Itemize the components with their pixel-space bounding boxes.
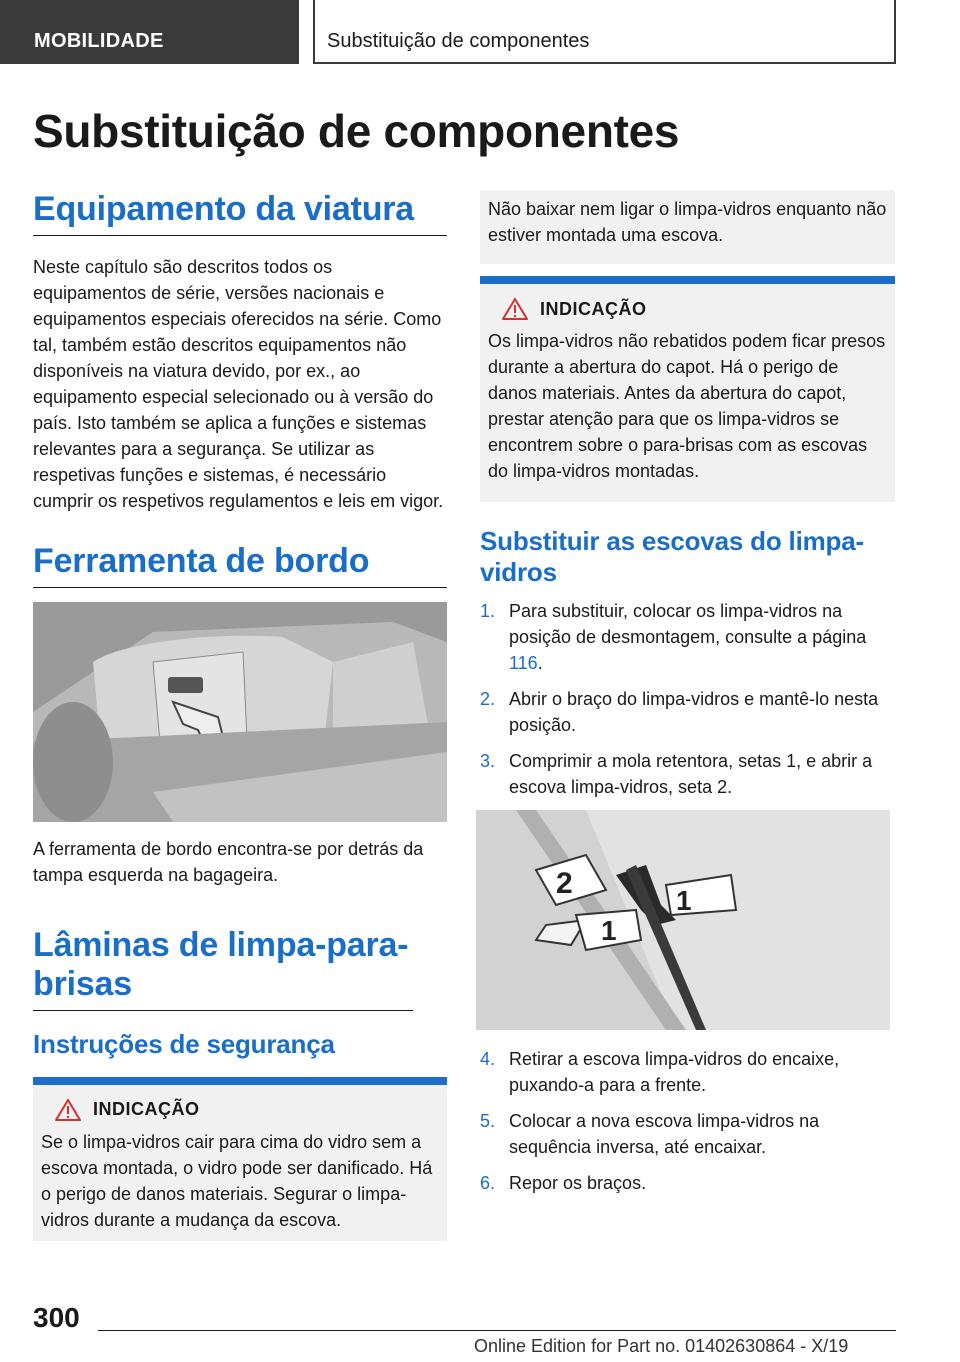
notice-box-left bbox=[33, 1077, 447, 1241]
notice-continuation bbox=[480, 190, 895, 264]
heading-equipamento: Equipamento da viatura bbox=[33, 190, 447, 236]
list-item: 1. Para substituir, colocar os limpa-vidros na posição de desmontagem, consulte a página 116. bbox=[480, 601, 867, 674]
continued-text: Não baixar nem ligar o limpa-vidros enquanto não estiver montada uma escova. bbox=[488, 199, 887, 245]
notice-text: Se o limpa-vidros cair para cima do vidro sem a escova montada, o vidro pode ser danificado. Há o perigo de danos materiais. Segurar o limpa-vidros durante a mudança da escova. bbox=[41, 1131, 433, 1230]
notice-bar bbox=[33, 1077, 447, 1085]
left-column bbox=[33, 190, 447, 1241]
notice-text: Os limpa-vidros não rebatidos podem ficar presos durante a abertura do capot. Há o perigo de danos materiais. Antes da abertura do capot, prestar atenção para que os limpa-vidros se encontrem sobre o para-brisas com as escovas do limpa-vidros montadas. bbox=[488, 331, 886, 481]
heading-laminas: Lâminas de limpa-para-brisas bbox=[33, 926, 413, 1011]
warning-icon bbox=[55, 1099, 81, 1121]
section-header: Substituição de componentes bbox=[313, 0, 896, 64]
heading-instrucoes: Instruções de segurança bbox=[33, 1029, 335, 1060]
notice-box-right bbox=[480, 276, 895, 502]
warning-icon bbox=[502, 298, 528, 320]
notice-title: INDICAÇÃO bbox=[93, 1099, 200, 1120]
label-2: 2 bbox=[556, 867, 573, 901]
trunk-photo bbox=[33, 602, 447, 822]
heading-substituir: Substituir as escovas do limpa-vidros bbox=[480, 526, 864, 588]
list-item: 2. Abrir o braço do limpa-vidros e mantê-lo nesta posição. bbox=[480, 689, 879, 736]
wiper-photo bbox=[476, 810, 890, 1030]
list-item: 6. Repor os braços. bbox=[480, 1173, 647, 1194]
footer-divider bbox=[98, 1330, 896, 1331]
notice-bar bbox=[480, 276, 895, 284]
list-item: 4. Retirar a escova limpa-vidros do encaixe, puxando-a para a frente. bbox=[480, 1049, 840, 1096]
list-item: 5. Colocar a nova escova limpa-vidros na sequência inversa, até encaixar. bbox=[480, 1111, 820, 1158]
steps-list-b bbox=[480, 1046, 895, 1196]
heading-ferramenta: Ferramenta de bordo bbox=[33, 542, 447, 588]
label-1a: 1 bbox=[676, 885, 692, 917]
notice-title: INDICAÇÃO bbox=[540, 298, 647, 319]
page-link[interactable]: 116 bbox=[509, 653, 538, 674]
chapter-tab: MOBILIDADE bbox=[0, 0, 299, 64]
steps-list-a bbox=[480, 598, 895, 800]
ferramenta-caption: A ferramenta de bordo encontra-se por detrás da tampa esquerda na bagageira. bbox=[33, 839, 424, 886]
label-1b: 1 bbox=[601, 915, 617, 947]
page-title: Substituição de componentes bbox=[33, 105, 680, 157]
list-item: 3. Comprimir a mola retentora, setas 1, e abrir a escova limpa-vidros, seta 2. bbox=[480, 751, 873, 798]
page-number: 300 bbox=[33, 1302, 80, 1333]
equipamento-text: Neste capítulo são descritos todos os equipamentos de série, versões nacionais e equipamentos especiais oferecidos na série. Como tal, também estão descritos equipamentos não disponíveis na viatura devido, por ex., ao equipamento especial selecionado ou à versão do país. Isto também se aplica a funções e sistemas relevantes para a segurança. Se utilizar as respetivas funções e sistemas, é necessário cumprir os respetivos regulamentos e leis em vigor. bbox=[33, 257, 444, 512]
edition-text: Online Edition for Part no. 01402630864 - X/19 bbox=[474, 1336, 849, 1356]
right-column bbox=[480, 190, 895, 1206]
